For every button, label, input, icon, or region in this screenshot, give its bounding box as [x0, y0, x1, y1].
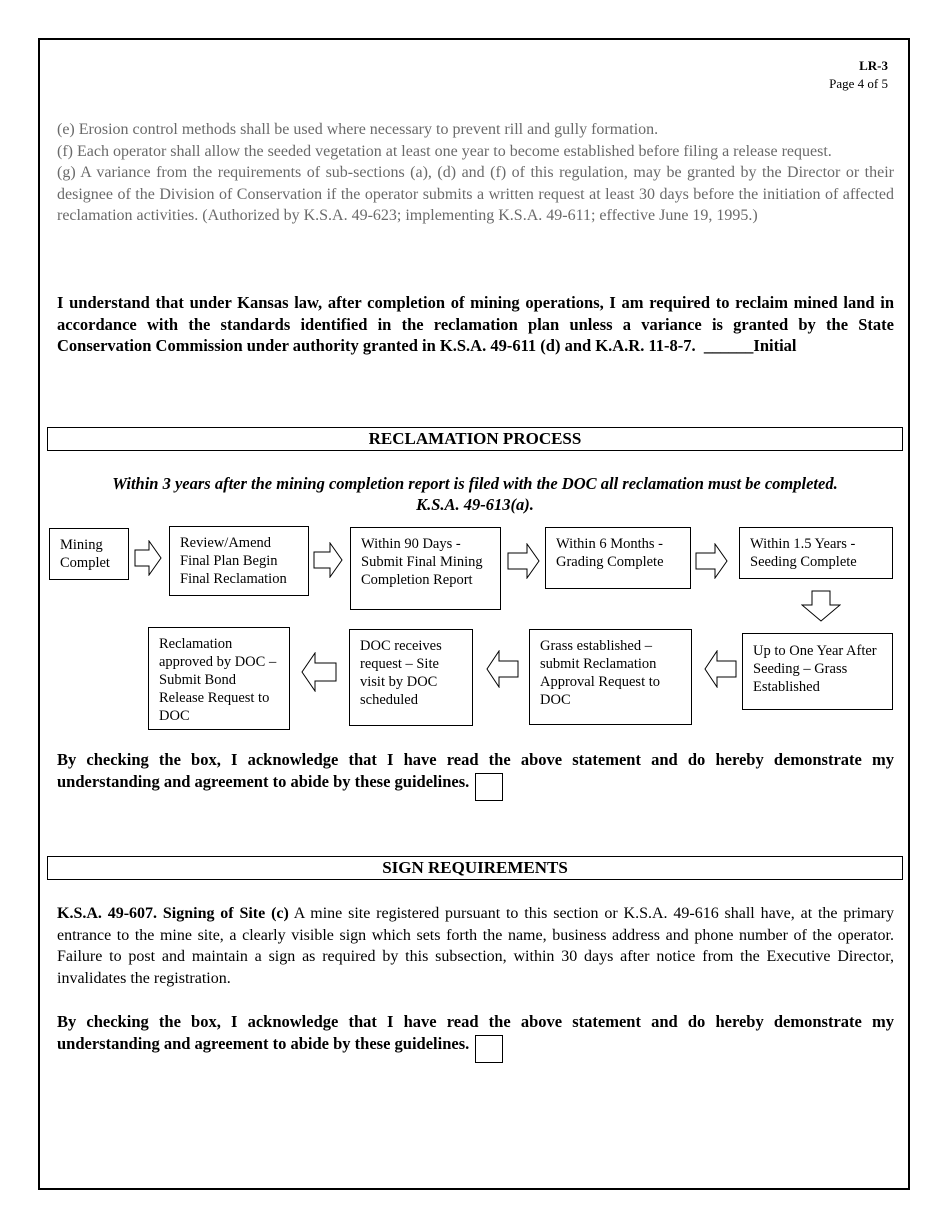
understanding-text: I understand that under Kansas law, after completion of mining operations, I am required to reclaim mined land in accordance with the standards identified in the reclamation plan unless a variance is granted by the State Conservation Commission under authority granted in K.S.A. 49-611 (d) and K.A.R. 11-8-7. — [57, 293, 894, 355]
reclamation-subtitle-line2: K.S.A. 49-613(a). — [416, 495, 534, 514]
initial-field[interactable]: ______Initial — [703, 336, 797, 355]
arrow-down-icon — [801, 590, 841, 622]
regulation-text — [57, 119, 894, 227]
understanding-statement — [57, 292, 894, 357]
page-number: Page 4 of 5 — [829, 76, 888, 91]
reclamation-section-title: RECLAMATION PROCESS — [47, 427, 903, 451]
reclamation-acknowledgement — [57, 749, 894, 801]
regulation-g: (g) A variance from the requirements of sub-sections (a), (d) and (f) of this regulation, may be granted by the Director or their designee of the Division of Conservation if the operator submits a written request at least 30 days before the initiation of affected reclamation activities. (Authorized by K.S.A. 49-623; implementing K.S.A. 49-611; effective June 19, 1995.) — [57, 164, 894, 224]
regulation-f: (f) Each operator shall allow the seeded vegetation at least one year to become established before filing a release request. — [57, 142, 832, 160]
flow-step-review-amend: Review/Amend Final Plan Begin Final Reclamation — [169, 526, 309, 596]
reclamation-subtitle — [47, 473, 903, 515]
flow-step-within-1-5-years: Within 1.5 Years - Seeding Complete — [739, 527, 893, 579]
sign-requirements-text — [57, 903, 894, 989]
arrow-right-icon — [695, 543, 728, 579]
sign-acknowledgement-text: By checking the box, I acknowledge that I have read the above statement and do hereby demonstrate my understanding and agreement to abide by these guidelines. — [57, 1012, 894, 1053]
flow-step-mining-complete: Mining Complet — [49, 528, 129, 580]
flow-step-grass-established: Grass established – submit Reclamation Approval Request to DOC — [529, 629, 692, 725]
page-header — [829, 57, 888, 93]
reclamation-acknowledge-checkbox[interactable] — [475, 773, 503, 801]
arrow-left-icon — [486, 650, 519, 688]
sign-section-title: SIGN REQUIREMENTS — [47, 856, 903, 880]
flow-step-within-90-days: Within 90 Days - Submit Final Mining Completion Report — [350, 527, 501, 610]
arrow-left-icon — [704, 650, 737, 688]
form-code: LR-3 — [859, 58, 888, 73]
arrow-right-icon — [507, 543, 540, 579]
flow-step-up-to-one-year: Up to One Year After Seeding – Grass Established — [742, 633, 893, 710]
reclamation-subtitle-line1: Within 3 years after the mining completion report is filed with the DOC all reclamation must be completed. — [112, 474, 838, 493]
arrow-right-icon — [134, 540, 162, 576]
regulation-e: (e) Erosion control methods shall be used where necessary to prevent rill and gully formation. — [57, 121, 659, 138]
sign-acknowledge-checkbox[interactable] — [475, 1035, 503, 1063]
flow-step-reclamation-approved: Reclamation approved by DOC – Submit Bond Release Request to DOC — [148, 627, 290, 730]
arrow-right-icon — [313, 542, 343, 578]
arrow-left-icon — [301, 652, 337, 692]
flow-step-doc-receives: DOC receives request – Site visit by DOC scheduled — [349, 629, 473, 726]
flow-step-within-6-months: Within 6 Months - Grading Complete — [545, 527, 691, 589]
reclamation-acknowledgement-text: By checking the box, I acknowledge that I have read the above statement and do hereby demonstrate my understanding and agreement to abide by these guidelines. — [57, 750, 894, 791]
sign-acknowledgement — [57, 1011, 894, 1063]
sign-statute-lead: K.S.A. 49-607. Signing of Site (c) — [57, 905, 289, 922]
sign-statute-body: A mine site registered pursuant to this section or K.S.A. 49-616 shall have, at the primary entrance to the mine site, a clearly visible sign which sets forth the name, business address and phone number of the operator. Failure to post and maintain a sign as required by this subsection, within 30 days after notice from the Executive Director, invalidates the registration. — [57, 905, 895, 987]
